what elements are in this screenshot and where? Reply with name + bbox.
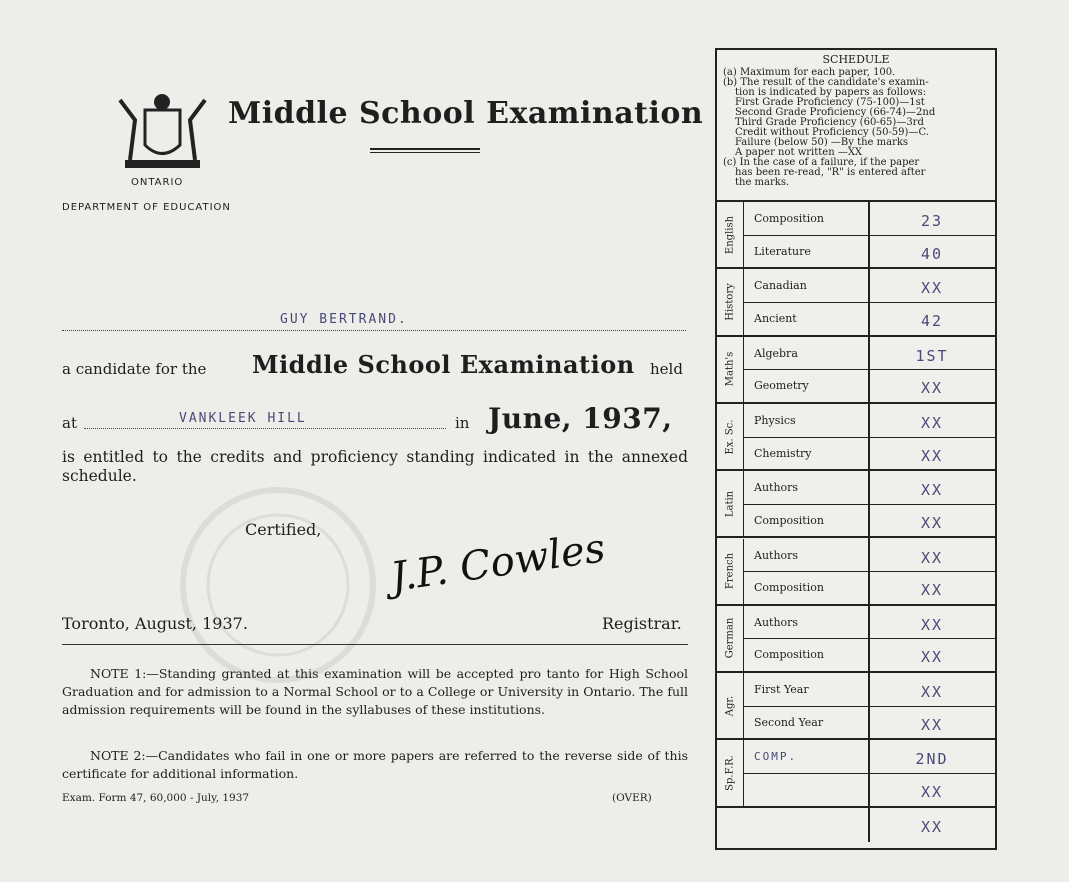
title-rule xyxy=(370,148,480,153)
group-label xyxy=(717,673,744,738)
subject-mark: XX xyxy=(920,783,944,802)
subject-group-latin xyxy=(717,471,995,538)
certified-label: Certified, xyxy=(245,520,322,539)
group-label xyxy=(717,606,744,671)
subject-name: Composition xyxy=(754,648,824,662)
subject-name: Chemistry xyxy=(754,446,812,460)
legend-line: Third Grade Proficiency (60-65)—3rd xyxy=(735,117,924,128)
subject-group-french xyxy=(717,539,995,606)
subject-name: Composition xyxy=(754,212,824,225)
subject-name: Literature xyxy=(754,244,811,258)
group-label-text: Ex. Sc. xyxy=(724,419,736,454)
subject-group-history xyxy=(717,269,995,336)
subject-group-spfr xyxy=(717,740,995,807)
legend-line: (a) Maximum for each paper, 100. xyxy=(723,67,896,78)
subject-name: Canadian xyxy=(754,279,807,293)
subject-mark: 23 xyxy=(920,212,944,230)
group-label-text: Math's xyxy=(724,351,736,387)
subject-mark: XX xyxy=(920,446,944,465)
candidate-name: GUY BERTRAND. xyxy=(280,312,408,327)
subject-group-exsc xyxy=(717,404,995,471)
subject-mark: 42 xyxy=(920,311,944,330)
group-label xyxy=(717,740,744,805)
subject-name: Algebra xyxy=(754,346,798,360)
group-label-text: Sp.F.R. xyxy=(724,755,736,791)
group-label xyxy=(717,337,744,402)
held-label: held xyxy=(650,360,683,378)
ontario-coat-of-arms-icon xyxy=(115,90,210,172)
subject-name: First Year xyxy=(754,683,809,697)
legend-line: the marks. xyxy=(735,177,790,188)
subject-mark: 40 xyxy=(920,244,944,263)
registrar-label: Registrar. xyxy=(602,614,682,633)
schedule-title: SCHEDULE xyxy=(822,53,890,66)
subject-mark: XX xyxy=(920,379,944,398)
legend-line: A paper not written —XX xyxy=(735,147,863,158)
group-label-text: Latin xyxy=(724,490,736,517)
group-label xyxy=(717,202,744,267)
candidate-prefix: a candidate for the xyxy=(62,360,207,378)
subject-name: Authors xyxy=(754,481,799,495)
legend-line: tion is indicated by papers as follows: xyxy=(735,87,927,98)
in-label: in xyxy=(455,414,470,432)
legend-line: Failure (below 50) —By the marks xyxy=(735,137,909,148)
exam-name: Middle School Examination xyxy=(252,350,635,379)
note-2: NOTE 2:—Candidates who fail in one or more papers are referred to the reverse side of this certificate for additional information. xyxy=(62,748,688,781)
subject-group-maths xyxy=(717,337,995,404)
subject-group-agr xyxy=(717,673,995,740)
subject-mark: XX xyxy=(920,648,944,667)
group-label xyxy=(717,539,744,604)
legend-line: (b) The result of the candidate's examin- xyxy=(723,77,929,88)
subject-mark: XX xyxy=(920,615,944,634)
subject-mark: XX xyxy=(920,548,944,567)
note-1: NOTE 1:—Standing granted at this examination will be accepted pro tanto for High School Graduation and for admission to a Normal School or to a College or University in Ontario. The full admission requirements will be found in the syllabuses of these institutions. xyxy=(62,666,688,717)
subject-mark: 2ND xyxy=(915,750,949,769)
candidate-name-line xyxy=(62,312,686,331)
subject-mark: XX xyxy=(920,581,944,600)
schedule-legend xyxy=(717,50,995,202)
at-label: at xyxy=(62,414,77,432)
column-divider xyxy=(868,202,870,842)
legend-line: has been re-read, "R" is entered after xyxy=(735,167,926,178)
legend-line: (c) In the case of a failure, if the paper xyxy=(723,157,920,168)
subject-mark: 1ST xyxy=(915,346,949,365)
divider xyxy=(62,644,688,645)
group-label xyxy=(717,471,744,536)
exam-location: VANKLEEK HILL xyxy=(179,411,307,426)
over-label: (OVER) xyxy=(612,792,652,804)
group-label xyxy=(717,404,744,469)
subject-name: Geometry xyxy=(754,379,809,393)
subject-mark: XX xyxy=(920,715,944,734)
province-label: ONTARIO xyxy=(131,177,184,188)
subject-mark: XX xyxy=(920,683,944,702)
subject-name: Ancient xyxy=(754,311,797,325)
subject-name: Second Year xyxy=(754,715,824,729)
subject-mark: XX xyxy=(920,481,944,500)
subject-mark: XX xyxy=(920,279,944,298)
exam-date: June, 1937, xyxy=(488,402,673,435)
subject-name: COMP. xyxy=(754,750,798,764)
subject-name: Physics xyxy=(754,413,796,427)
place-date: Toronto, August, 1937. xyxy=(62,614,248,633)
subject-mark: XX xyxy=(920,513,944,532)
legend-line: Second Grade Proficiency (66-74)—2nd xyxy=(735,107,936,118)
embossed-seal xyxy=(158,485,398,685)
subject-mark: XX xyxy=(920,413,944,432)
subject-name: Composition xyxy=(754,581,824,595)
group-label-text: Agr. xyxy=(724,695,736,716)
form-number: Exam. Form 47, 60,000 - July, 1937 xyxy=(62,792,250,804)
subject-name: Composition xyxy=(754,513,824,527)
entitled-text: is entitled to the credits and proficiency standing indicated in the annexed schedule. xyxy=(62,448,688,485)
department-label: DEPARTMENT OF EDUCATION xyxy=(62,202,231,213)
legend-line: First Grade Proficiency (75-100)—1st xyxy=(735,97,925,108)
schedule-table xyxy=(715,48,997,850)
registrar-signature: J.P. Cowles xyxy=(387,525,608,601)
extra-mark: XX xyxy=(920,818,944,836)
subject-group-english xyxy=(717,202,995,269)
group-label-text: History xyxy=(724,283,736,321)
group-label-text: French xyxy=(724,553,736,590)
location-line xyxy=(84,411,446,429)
group-label-text: English xyxy=(724,215,736,254)
group-label-text: German xyxy=(724,618,736,659)
legend-line: Credit without Proficiency (50-59)—C. xyxy=(735,127,929,138)
subject-group-german xyxy=(717,606,995,673)
group-label xyxy=(717,269,744,334)
subject-name: Authors xyxy=(754,615,799,629)
header-title: Middle School Examination xyxy=(228,96,704,131)
subject-name: Authors xyxy=(754,548,799,562)
